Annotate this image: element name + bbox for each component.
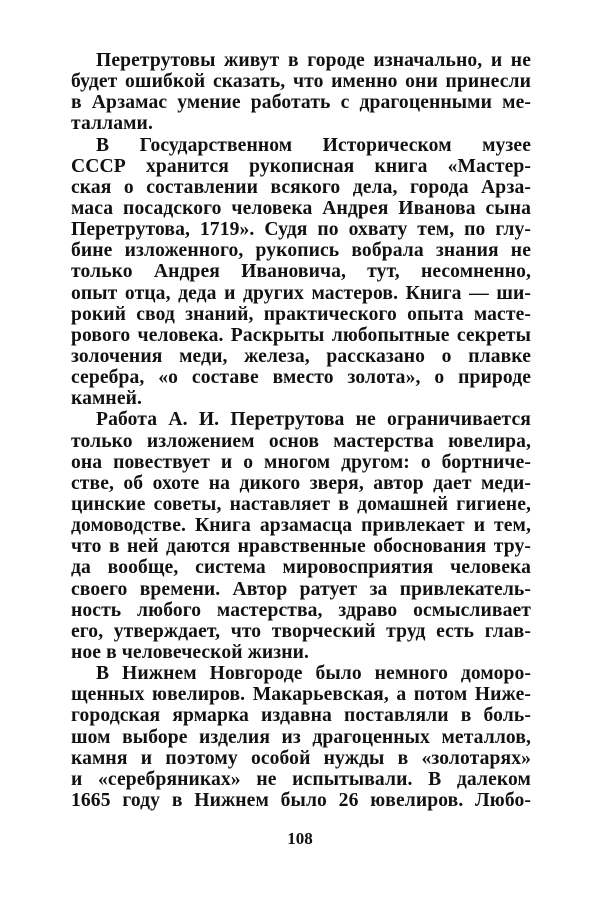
- text-line: только изложением основ мастерства ювелира,: [71, 430, 531, 452]
- text-line: ное в человеческой жизни.: [71, 641, 310, 663]
- text-line: стве, об охоте на дикого зверя, автор дает меди-: [71, 472, 531, 494]
- text-line: золочения меди, железа, рассказано о плавке: [71, 345, 531, 367]
- text-line: городская ярмарка издавна поставляли в боль-: [71, 705, 531, 727]
- text-line: щенных ювелиров. Макарьевская, а потом Ниже-: [71, 684, 531, 706]
- text-line: она повествует и о многом другом: о бортниче-: [71, 451, 531, 473]
- text-line: камней.: [71, 388, 143, 410]
- text-line: своего времени. Автор ратует за привлекатель-: [71, 578, 531, 600]
- text-line: ность любого мастерства, здраво осмысливает: [71, 599, 531, 621]
- text-line: что в ней даются нравственные обоснования тру-: [71, 536, 531, 558]
- text-line: домоводстве. Книга арзамасца привлекает и тем,: [71, 515, 531, 537]
- text-line: будет ошибкой сказать, что именно они принесли: [71, 71, 531, 93]
- text-line: ская о составлении всякого дела, города Арза-: [71, 176, 531, 198]
- text-line: бине изложенного, рукопись вобрала знания не: [71, 240, 531, 262]
- text-line: серебра, «о составе вместо золота», о природе: [71, 367, 531, 389]
- text-line: его, утверждает, что творческий труд есть глав-: [71, 620, 531, 642]
- page-number: 108: [287, 829, 313, 848]
- text-line: только Андрея Ивановича, тут, несомненно,: [71, 261, 531, 283]
- text-line: Перетрутова, 1719». Судя по охвату тем, по глу-: [71, 219, 531, 241]
- text-line: камня и поэтому особой нужды в «золотарях»: [71, 747, 531, 769]
- text-line: и «серебряниках» не испытывали. В далеком: [71, 768, 531, 790]
- text-line: Перетрутовы живут в городе изначально, и не: [96, 50, 531, 71]
- text-line: опыт отца, деда и других мастеров. Книга — ши-: [71, 282, 531, 304]
- text-line: Работа А. И. Перетрутова не ограничивается: [96, 409, 531, 431]
- text-line: шом выборе изделия из драгоценных металлов,: [71, 726, 531, 748]
- text-line: 1665 году в Нижнем было 26 ювелиров. Любо-: [71, 789, 531, 811]
- text-line: В Нижнем Новгороде было немного доморо-: [96, 663, 531, 685]
- text-line: таллами.: [71, 113, 153, 135]
- text-line: СССР хранится рукописная книга «Мастер-: [71, 155, 531, 177]
- text-line: рокий свод знаний, практического опыта масте-: [71, 303, 531, 325]
- text-line: да вообще, система мировосприятия человека: [71, 557, 531, 579]
- text-line: в Арзамас умение работать с драгоценными ме-: [71, 92, 531, 114]
- text-line: цинские советы, наставляет в домашней гигиене,: [71, 493, 531, 515]
- text-line: маса посадского человека Андрея Иванова сына: [71, 197, 531, 219]
- page-body: [71, 50, 531, 811]
- text-line: В Государственном Историческом музее: [96, 134, 531, 156]
- text-line: рового человека. Раскрыты любопытные секреты: [71, 324, 531, 346]
